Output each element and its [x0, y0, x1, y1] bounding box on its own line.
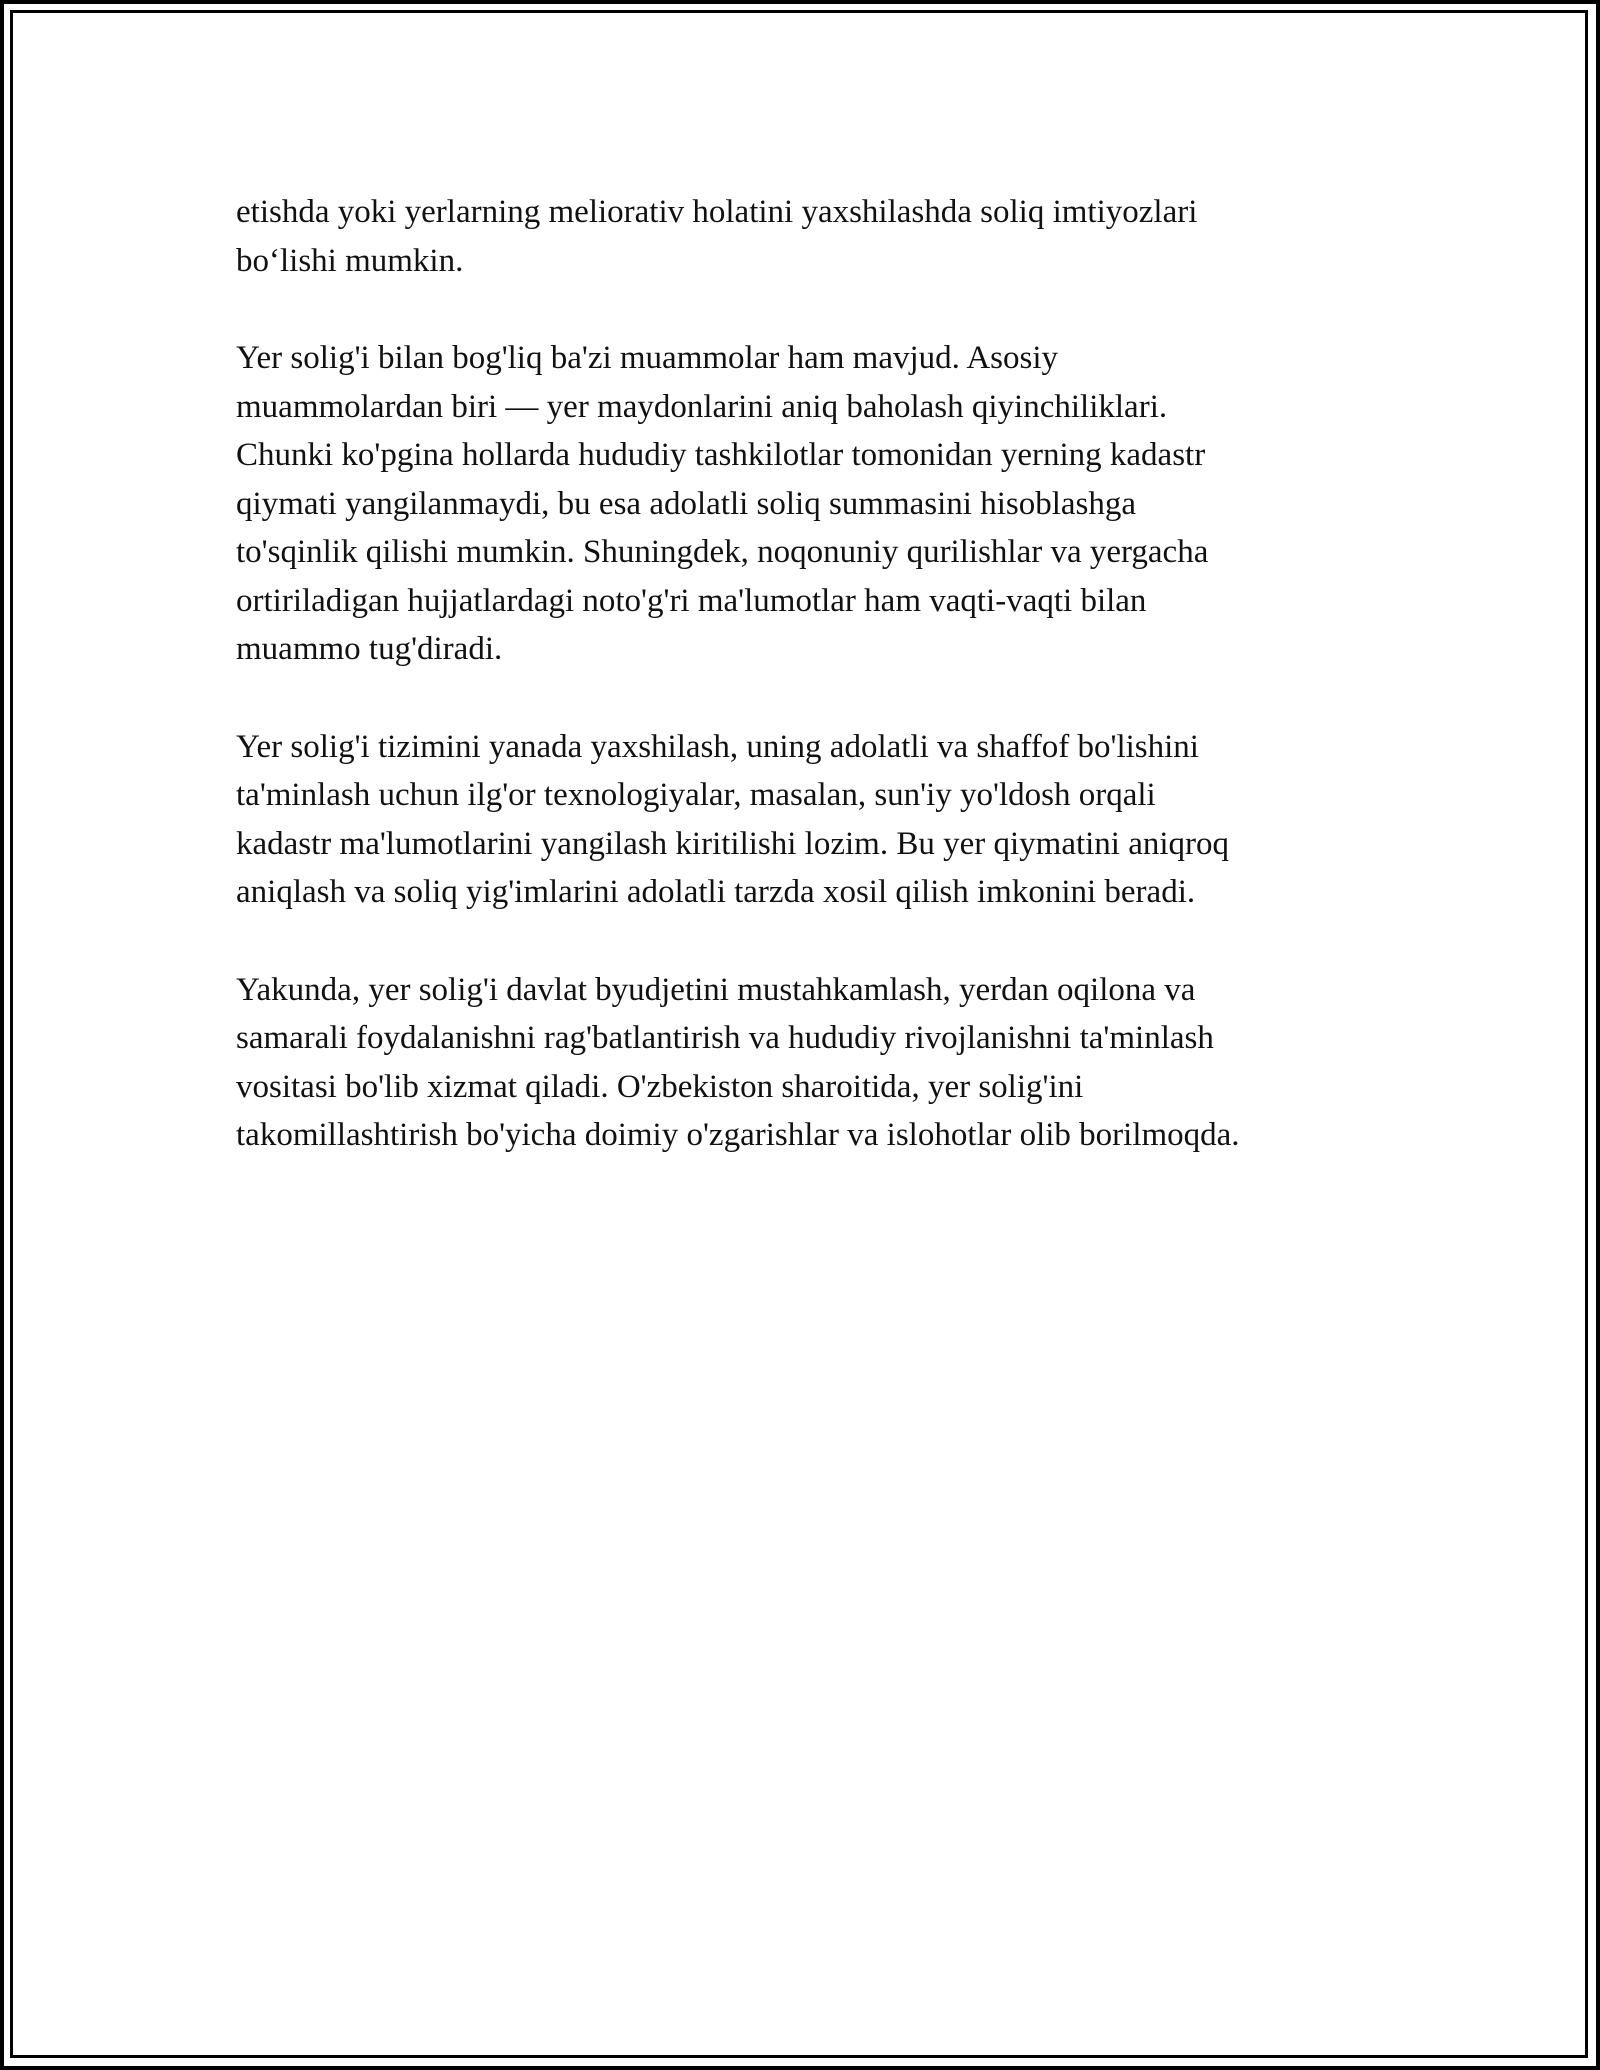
paragraph-4: Yakunda, yer solig'i davlat byudjetini mustahkamlash, yerdan oqilona va samarali foydalanishni rag'batlantirish va hududiy rivojlanishni ta'minlash vositasi bo'lib xizmat qiladi. O'zbekiston sharoitida, yer solig'ini takomillashtirish bo'yicha doimiy o'zgarishlar va islohotlar olib borilmoqda. — [236, 971, 1240, 1153]
paragraph-2: Yer solig'i bilan bog'liq ba'zi muammolar ham mavjud. Asosiy muammolardan biri — yer maydonlarini aniq baholash qiyinchiliklari. Chunki ko'pgina hollarda hududiy tashkilotlar tomonidan yerning kadastr qiymati yangilanmaydi, bu esa adolatli soliq summasini hisoblashga to'sqinlik qilishi mumkin. Shuningdek, noqonuniy qurilishlar va yergacha ortiriladigan hujjatlardagi noto'g'ri ma'lumotlar ham vaqti-vaqti bilan muammo tug'diradi. — [236, 340, 1209, 667]
paragraph-1: etishda yoki yerlarning meliorativ holatini yaxshilashda soliq imtiyozlari bo‘lishi mumkin. — [236, 194, 1198, 279]
document-body — [236, 188, 1361, 1209]
paragraph-3: Yer solig'i tizimini yanada yaxshilash, uning adolatli va shaffof bo'lishini ta'minlash uchun ilg'or texnologiyalar, masalan, sun'iy yo'ldosh orqali kadastr ma'lumotlarini yangilash kiritilishi lozim. Bu yer qiymatini aniqroq aniqlash va soliq yig'imlarini adolatli tarzda xosil qilish imkonini beradi. — [236, 728, 1230, 910]
